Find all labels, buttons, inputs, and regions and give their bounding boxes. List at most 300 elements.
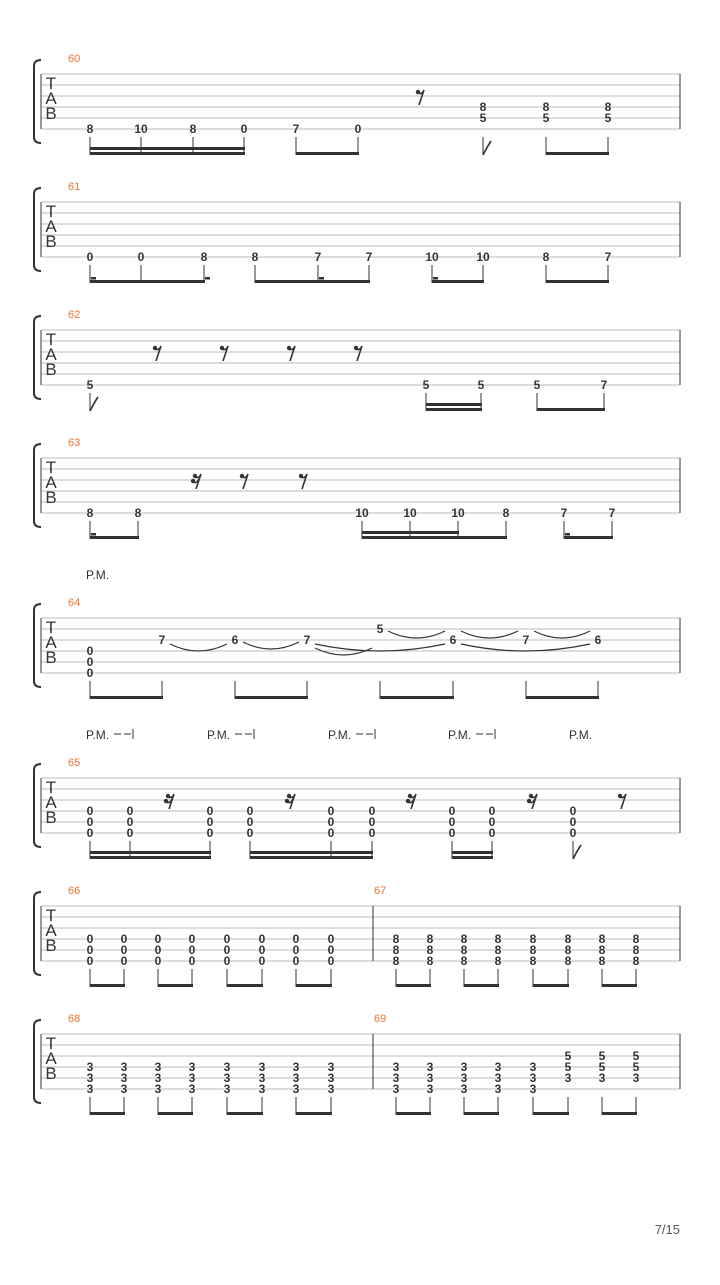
- fret-number: 0: [327, 815, 335, 829]
- tab-clef-letter: T: [45, 1034, 57, 1053]
- fret-number: 7: [600, 378, 608, 392]
- dotted-marker: [319, 277, 324, 280]
- tab-system: [34, 53, 680, 155]
- fret-number: 7: [303, 633, 311, 647]
- fret-number: 3: [392, 1060, 400, 1074]
- fret-number: 3: [494, 1071, 502, 1085]
- fret-number: 10: [355, 506, 369, 520]
- fret-number: 3: [460, 1082, 468, 1096]
- eighth-rest: [354, 346, 362, 361]
- fret-number: 0: [137, 250, 145, 264]
- palm-mute-extension: [356, 729, 375, 739]
- sixteenth-rest: [164, 794, 174, 809]
- tab-clef-letter: T: [45, 618, 57, 637]
- fret-number: 5: [376, 622, 384, 636]
- fret-number: 8: [86, 122, 94, 136]
- fret-number: 8: [542, 100, 550, 114]
- fret-number: 7: [365, 250, 373, 264]
- beam: [464, 1112, 499, 1115]
- secondary-beam: [362, 531, 411, 534]
- fret-number: 3: [529, 1082, 537, 1096]
- tab-clef-letter: A: [45, 89, 57, 108]
- fret-number: 8: [426, 954, 434, 968]
- fret-number: 3: [188, 1071, 196, 1085]
- fret-number: 8: [598, 932, 606, 946]
- fret-number: 0: [188, 954, 196, 968]
- fret-number: 0: [488, 815, 496, 829]
- tab-system: [34, 1013, 680, 1115]
- fret-number: 6: [594, 633, 602, 647]
- fret-number: 3: [86, 1082, 94, 1096]
- beam: [296, 1112, 332, 1115]
- fret-number: 3: [86, 1071, 94, 1085]
- fret-number: 0: [327, 932, 335, 946]
- fret-number: 3: [154, 1060, 162, 1074]
- fret-number: 8: [189, 122, 197, 136]
- tab-clef-letter: A: [45, 217, 57, 236]
- fret-number: 0: [240, 122, 248, 136]
- tie-arc: [534, 631, 590, 638]
- system-bracket: [34, 1020, 41, 1103]
- tab-system: [34, 885, 680, 987]
- tab-clef-letter: T: [45, 330, 57, 349]
- dotted-marker: [91, 277, 96, 280]
- fret-number: 5: [598, 1049, 606, 1063]
- dotted-marker: [433, 277, 438, 280]
- fret-number: 0: [188, 943, 196, 957]
- fret-number: 0: [86, 943, 94, 957]
- fret-number: 8: [494, 954, 502, 968]
- fret-number: 0: [223, 943, 231, 957]
- fret-number: 0: [120, 943, 128, 957]
- fret-number: 3: [426, 1082, 434, 1096]
- measure-number: 68: [68, 1013, 81, 1025]
- system-bracket: [34, 892, 41, 975]
- beam: [396, 984, 431, 987]
- fret-number: 8: [392, 932, 400, 946]
- secondary-beam: [90, 147, 142, 150]
- fret-number: 7: [608, 506, 616, 520]
- fret-number: 0: [86, 250, 94, 264]
- fret-number: 0: [569, 804, 577, 818]
- fret-number: 5: [422, 378, 430, 392]
- fret-number: 8: [494, 932, 502, 946]
- fret-number: 5: [632, 1060, 640, 1074]
- fret-number: 3: [258, 1060, 266, 1074]
- beam: [464, 984, 499, 987]
- fret-number: 0: [126, 815, 134, 829]
- fret-number: 3: [86, 1060, 94, 1074]
- tab-system: [34, 728, 680, 859]
- fret-number: 0: [569, 826, 577, 840]
- fret-number: 0: [569, 815, 577, 829]
- fret-number: 8: [529, 932, 537, 946]
- tie-arc: [170, 644, 227, 651]
- fret-number: 8: [392, 954, 400, 968]
- fret-number: 3: [188, 1082, 196, 1096]
- fret-number: 8: [426, 943, 434, 957]
- fret-number: 8: [604, 100, 612, 114]
- fret-number: 0: [246, 826, 254, 840]
- fret-number: 0: [86, 644, 94, 658]
- fret-number: 10: [134, 122, 148, 136]
- eighth-rest: [287, 346, 295, 361]
- system-bracket: [34, 316, 41, 399]
- beam: [602, 984, 637, 987]
- fret-number: 8: [542, 250, 550, 264]
- fret-number: 0: [223, 954, 231, 968]
- fret-number: 5: [564, 1049, 572, 1063]
- fret-number: 3: [598, 1071, 606, 1085]
- fret-number: 3: [426, 1060, 434, 1074]
- system-bracket: [34, 60, 41, 143]
- secondary-beam: [130, 851, 211, 854]
- fret-number: 8: [564, 943, 572, 957]
- beam: [158, 984, 193, 987]
- beam: [90, 152, 245, 155]
- tab-clef-letter: A: [45, 633, 57, 652]
- beam: [90, 536, 139, 539]
- beam: [426, 408, 482, 411]
- fret-number: 3: [494, 1060, 502, 1074]
- fret-number: 5: [564, 1060, 572, 1074]
- eighth-rest: [220, 346, 228, 361]
- palm-mute-label: P.M.: [448, 728, 472, 742]
- fret-number: 8: [86, 506, 94, 520]
- beam: [380, 696, 454, 699]
- fret-number: 0: [126, 826, 134, 840]
- fret-number: 0: [206, 826, 214, 840]
- fret-number: 8: [632, 943, 640, 957]
- tab-clef-letter: A: [45, 345, 57, 364]
- tie-arc: [388, 631, 445, 638]
- fret-number: 7: [522, 633, 530, 647]
- fret-number: 3: [258, 1071, 266, 1085]
- fret-number: 0: [154, 943, 162, 957]
- tab-system: [34, 181, 680, 283]
- secondary-beam: [141, 147, 194, 150]
- fret-number: 0: [368, 826, 376, 840]
- fret-number: 3: [223, 1071, 231, 1085]
- fret-number: 8: [632, 954, 640, 968]
- fret-number: 0: [448, 815, 456, 829]
- fret-number: 3: [120, 1060, 128, 1074]
- fret-number: 0: [86, 826, 94, 840]
- beam: [90, 696, 163, 699]
- tab-clef-letter: T: [45, 778, 57, 797]
- fret-number: 7: [604, 250, 612, 264]
- fret-number: 5: [86, 378, 94, 392]
- measure-number: 63: [68, 437, 81, 449]
- fret-number: 8: [479, 100, 487, 114]
- tab-system: [34, 437, 680, 539]
- secondary-beam: [452, 851, 493, 854]
- beam: [90, 1112, 125, 1115]
- beam: [90, 280, 205, 283]
- fret-number: 0: [120, 932, 128, 946]
- beam: [90, 856, 211, 859]
- fret-number: 3: [529, 1071, 537, 1085]
- fret-number: 0: [368, 804, 376, 818]
- fret-number: 0: [188, 932, 196, 946]
- fret-number: 0: [292, 954, 300, 968]
- beam: [296, 152, 359, 155]
- fret-number: 0: [206, 804, 214, 818]
- fret-number: 8: [460, 954, 468, 968]
- beam: [235, 696, 308, 699]
- beam: [396, 1112, 431, 1115]
- eighth-rest: [153, 346, 161, 361]
- fret-number: 10: [425, 250, 439, 264]
- tab-clef-letter: A: [45, 921, 57, 940]
- system-bracket: [34, 604, 41, 687]
- fret-number: 3: [188, 1060, 196, 1074]
- note-flag: [90, 397, 98, 411]
- beam: [533, 1112, 569, 1115]
- beam: [250, 856, 373, 859]
- fret-number: 3: [154, 1071, 162, 1085]
- fret-number: 0: [327, 954, 335, 968]
- fret-number: 0: [86, 815, 94, 829]
- beam: [564, 536, 613, 539]
- fret-number: 3: [494, 1082, 502, 1096]
- palm-mute-label: P.M.: [569, 728, 593, 742]
- fret-number: 3: [120, 1071, 128, 1085]
- tie-arc: [243, 642, 299, 649]
- fret-number: 7: [292, 122, 300, 136]
- palm-mute-label: P.M.: [207, 728, 231, 742]
- fret-number: 8: [502, 506, 510, 520]
- eighth-rest: [618, 794, 626, 809]
- fret-number: 10: [403, 506, 417, 520]
- fret-number: 0: [354, 122, 362, 136]
- tab-clef-letter: B: [45, 232, 57, 251]
- fret-number: 8: [598, 943, 606, 957]
- fret-number: 0: [154, 932, 162, 946]
- fret-number: 3: [223, 1082, 231, 1096]
- measure-number: 69: [374, 1013, 387, 1025]
- palm-mute-extension: [235, 729, 254, 739]
- tab-clef-letter: B: [45, 936, 57, 955]
- palm-mute-extension: [114, 729, 133, 739]
- fret-number: 0: [86, 666, 94, 680]
- fret-number: 8: [134, 506, 142, 520]
- fret-number: 0: [223, 932, 231, 946]
- eighth-rest: [240, 474, 248, 489]
- fret-number: 3: [327, 1060, 335, 1074]
- secondary-beam: [426, 403, 482, 406]
- note-flag: [573, 845, 581, 859]
- fret-number: 0: [448, 804, 456, 818]
- sixteenth-rest: [191, 474, 201, 489]
- fret-number: 0: [86, 655, 94, 669]
- fret-number: 0: [154, 954, 162, 968]
- eighth-rest: [299, 474, 307, 489]
- fret-number: 0: [488, 804, 496, 818]
- tab-clef-letter: B: [45, 360, 57, 379]
- fret-number: 0: [327, 804, 335, 818]
- fret-number: 5: [533, 378, 541, 392]
- fret-number: 0: [258, 954, 266, 968]
- sixteenth-rest: [285, 794, 295, 809]
- beam: [158, 1112, 193, 1115]
- palm-mute-label: P.M.: [86, 728, 110, 742]
- fret-number: 3: [564, 1071, 572, 1085]
- dotted-marker: [565, 533, 570, 536]
- fret-number: 3: [632, 1071, 640, 1085]
- tab-clef-letter: A: [45, 473, 57, 492]
- beam: [296, 984, 332, 987]
- tab-clef-letter: B: [45, 104, 57, 123]
- secondary-beam: [331, 851, 373, 854]
- beam: [227, 984, 263, 987]
- fret-number: 5: [604, 111, 612, 125]
- fret-number: 0: [292, 932, 300, 946]
- fret-number: 10: [451, 506, 465, 520]
- beam: [602, 1112, 637, 1115]
- tab-clef-letter: B: [45, 488, 57, 507]
- fret-number: 8: [529, 943, 537, 957]
- fret-number: 3: [258, 1082, 266, 1096]
- fret-number: 5: [632, 1049, 640, 1063]
- tab-clef-letter: A: [45, 793, 57, 812]
- beam: [362, 536, 507, 539]
- fret-number: 8: [460, 943, 468, 957]
- fret-number: 0: [327, 826, 335, 840]
- fret-number: 8: [632, 932, 640, 946]
- beam: [255, 280, 370, 283]
- beam: [546, 280, 609, 283]
- secondary-beam: [193, 147, 245, 150]
- fret-number: 0: [368, 815, 376, 829]
- tab-system: [34, 309, 680, 411]
- fret-number: 8: [460, 932, 468, 946]
- fret-number: 3: [460, 1060, 468, 1074]
- measure-number: 67: [374, 885, 387, 897]
- beam: [452, 856, 493, 859]
- fret-number: 0: [448, 826, 456, 840]
- fret-number: 3: [392, 1082, 400, 1096]
- fret-number: 3: [292, 1082, 300, 1096]
- fret-number: 7: [314, 250, 322, 264]
- fret-number: 3: [292, 1060, 300, 1074]
- fret-number: 0: [292, 943, 300, 957]
- fret-number: 7: [158, 633, 166, 647]
- fret-number: 0: [126, 804, 134, 818]
- beam: [526, 696, 599, 699]
- measure-number: 64: [68, 597, 81, 609]
- fret-number: 5: [598, 1060, 606, 1074]
- tab-clef-letter: T: [45, 458, 57, 477]
- fret-number: 3: [154, 1082, 162, 1096]
- note-flag: [483, 141, 491, 155]
- fret-number: 0: [120, 954, 128, 968]
- beam: [546, 152, 609, 155]
- fret-number: 0: [246, 815, 254, 829]
- tab-clef-letter: T: [45, 74, 57, 93]
- fret-number: 8: [529, 954, 537, 968]
- eighth-rest: [416, 90, 424, 105]
- fret-number: 3: [426, 1071, 434, 1085]
- fret-number: 0: [86, 932, 94, 946]
- tab-clef-letter: B: [45, 1064, 57, 1083]
- sixteenth-rest: [527, 794, 537, 809]
- beam: [432, 280, 484, 283]
- fret-number: 0: [86, 804, 94, 818]
- fret-number: 5: [477, 378, 485, 392]
- fret-number: 0: [327, 943, 335, 957]
- system-bracket: [34, 188, 41, 271]
- tab-clef-letter: A: [45, 1049, 57, 1068]
- fret-number: 3: [292, 1071, 300, 1085]
- fret-number: 0: [246, 804, 254, 818]
- fret-number: 8: [564, 954, 572, 968]
- fret-number: 6: [449, 633, 457, 647]
- secondary-beam: [90, 851, 131, 854]
- fret-number: 0: [258, 932, 266, 946]
- system-bracket: [34, 444, 41, 527]
- fret-number: 8: [598, 954, 606, 968]
- palm-mute-label: P.M.: [328, 728, 352, 742]
- beam: [227, 1112, 263, 1115]
- measure-number: 61: [68, 181, 81, 193]
- beam: [533, 984, 569, 987]
- tie-arc: [461, 631, 518, 638]
- fret-number: 5: [479, 111, 487, 125]
- fret-number: 3: [460, 1071, 468, 1085]
- fret-number: 0: [206, 815, 214, 829]
- measure-number: 65: [68, 757, 81, 769]
- system-bracket: [34, 764, 41, 847]
- page-number: 7/15: [654, 1222, 680, 1237]
- sixteenth-rest: [406, 794, 416, 809]
- dotted-marker: [91, 533, 96, 536]
- palm-mute-label: P.M.: [86, 568, 110, 582]
- fret-number: 8: [494, 943, 502, 957]
- fret-number: 3: [529, 1060, 537, 1074]
- fret-number: 3: [223, 1060, 231, 1074]
- palm-mute-extension: [476, 729, 495, 739]
- beam: [90, 984, 125, 987]
- fret-number: 5: [542, 111, 550, 125]
- tab-clef-letter: B: [45, 648, 57, 667]
- secondary-beam: [250, 851, 332, 854]
- fret-number: 10: [476, 250, 490, 264]
- tie-arc: [315, 644, 445, 651]
- measure-number: 60: [68, 53, 81, 65]
- measure-number: 62: [68, 309, 81, 321]
- fret-number: 8: [564, 932, 572, 946]
- tab-clef-letter: B: [45, 808, 57, 827]
- fret-number: 8: [200, 250, 208, 264]
- tab-clef-letter: T: [45, 202, 57, 221]
- fret-number: 0: [86, 954, 94, 968]
- measure-number: 66: [68, 885, 81, 897]
- tab-clef-letter: T: [45, 906, 57, 925]
- dotted-marker: [205, 277, 210, 280]
- fret-number: 3: [120, 1082, 128, 1096]
- fret-number: 7: [560, 506, 568, 520]
- fret-number: 0: [488, 826, 496, 840]
- fret-number: 0: [258, 943, 266, 957]
- fret-number: 6: [231, 633, 239, 647]
- fret-number: 3: [392, 1071, 400, 1085]
- fret-number: 8: [392, 943, 400, 957]
- fret-number: 3: [327, 1082, 335, 1096]
- fret-number: 3: [327, 1071, 335, 1085]
- fret-number: 8: [251, 250, 259, 264]
- fret-number: 8: [426, 932, 434, 946]
